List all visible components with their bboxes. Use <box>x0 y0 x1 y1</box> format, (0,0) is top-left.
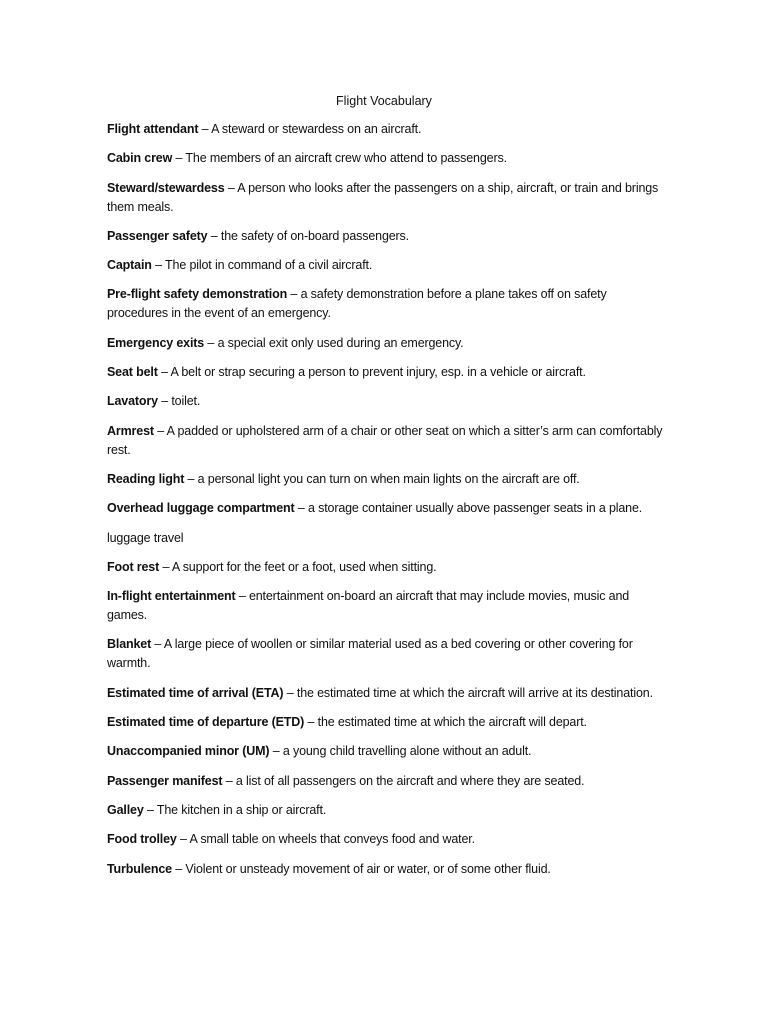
entry-term: Estimated time of departure (ETD) <box>107 715 305 730</box>
entry-separator: – <box>269 744 283 759</box>
entry-definition: the estimated time at which the aircraft will arrive at its destination. <box>296 685 653 700</box>
vocabulary-entry <box>107 363 667 382</box>
entry-term: Galley <box>107 802 144 817</box>
vocabulary-entry <box>107 587 667 625</box>
vocabulary-entry <box>107 179 667 217</box>
entry-term: Unaccompanied minor (UM) <box>107 744 270 759</box>
vocabulary-entry <box>107 227 667 246</box>
entry-separator: – <box>198 122 212 136</box>
entry-separator: – <box>143 802 157 817</box>
entry-separator: – <box>207 228 221 243</box>
vocabulary-entry <box>107 149 667 168</box>
entry-definition: The pilot in command of a civil aircraft. <box>165 258 373 273</box>
vocabulary-entry <box>107 713 667 732</box>
entry-definition: a list of all passengers on the aircraft and where they are seated. <box>235 773 585 788</box>
vocabulary-entry <box>107 470 667 489</box>
vocabulary-entry <box>107 499 667 518</box>
entry-separator: – <box>235 589 249 604</box>
vocabulary-entry <box>107 285 667 323</box>
entry-separator: – <box>159 559 172 574</box>
entry-definition: A person who looks after the passengers on a ship, aircraft, or train and brings them meals. <box>107 180 659 214</box>
entry-term: Estimated time of arrival (ETA) <box>107 685 284 700</box>
entry-definition: luggage travel <box>107 530 184 545</box>
entry-definition: A support for the feet or a foot, used when sitting. <box>171 559 437 574</box>
vocabulary-entry <box>107 830 667 849</box>
entry-separator: – <box>304 715 318 730</box>
vocabulary-entry <box>107 742 667 761</box>
entry-term: Seat belt <box>107 365 158 380</box>
entry-term: Reading light <box>107 471 185 486</box>
entry-separator: – <box>151 258 166 273</box>
entry-term: Lavatory <box>107 394 158 409</box>
vocabulary-entry <box>107 801 667 820</box>
entry-definition: a special exit only used during an emergency. <box>217 335 464 350</box>
entry-term: Steward/stewardess <box>107 180 225 195</box>
entry-definition: Violent or unsteady movement of air or water, or of some other fluid. <box>185 861 551 876</box>
entry-term: Foot rest <box>107 559 160 574</box>
vocabulary-entry <box>107 256 667 275</box>
entry-separator: – <box>204 335 218 350</box>
entry-separator: – <box>151 637 164 652</box>
vocabulary-entry <box>107 422 667 460</box>
vocabulary-entry <box>107 684 667 703</box>
entry-term: Captain <box>107 258 152 273</box>
entry-definition: a young child travelling alone without an adult. <box>282 744 532 759</box>
entry-term: In-flight entertainment <box>107 589 236 604</box>
entry-term: Flight attendant <box>107 122 199 136</box>
entry-definition: A steward or stewardess on an aircraft. <box>211 122 422 136</box>
entry-definition: A belt or strap securing a person to prevent injury, esp. in a vehicle or aircraft. <box>170 365 586 380</box>
entry-term: Armrest <box>107 423 154 438</box>
entry-term: Emergency exits <box>107 335 205 350</box>
entry-separator: – <box>153 423 167 438</box>
entry-separator: – <box>184 471 198 486</box>
entry-separator: – <box>172 151 186 166</box>
entry-term: Cabin crew <box>107 151 173 166</box>
entry-term: Pre-flight safety demonstration <box>107 287 288 302</box>
entry-separator: – <box>171 861 186 876</box>
entry-definition: A small table on wheels that conveys food and water. <box>189 832 475 847</box>
vocabulary-entry <box>107 334 667 353</box>
vocabulary-entry <box>107 635 667 673</box>
entry-definition: a personal light you can turn on when main lights on the aircraft are off. <box>197 471 580 486</box>
document-title: Flight Vocabulary <box>336 94 432 108</box>
entry-definition: a safety demonstration before a plane takes off on safety procedures in the event of an emergency. <box>107 287 607 321</box>
vocabulary-entry <box>107 558 667 577</box>
entry-separator: – <box>294 501 308 516</box>
entry-definition: A large piece of woollen or similar material used as a bed covering or other covering for warmth. <box>107 637 633 671</box>
entry-definition: a storage container usually above passenger seats in a plane. <box>307 501 643 516</box>
entry-definition: toilet. <box>171 394 201 409</box>
vocabulary-entry <box>107 120 667 139</box>
entry-term: Passenger safety <box>107 228 208 243</box>
entry-separator: – <box>176 832 190 847</box>
entry-definition: The members of an aircraft crew who attend to passengers. <box>185 151 507 166</box>
entry-definition: A padded or upholstered arm of a chair or other seat on which a sitter’s arm can comfortably rest. <box>107 423 663 457</box>
entry-separator: – <box>224 180 238 195</box>
entry-term: Blanket <box>107 637 152 652</box>
entry-term: Overhead luggage compartment <box>107 501 295 516</box>
entry-term: Food trolley <box>107 832 177 847</box>
vocabulary-entry <box>107 392 667 411</box>
vocabulary-entry <box>107 529 667 548</box>
vocabulary-entry <box>107 860 667 879</box>
vocabulary-entry <box>107 772 667 791</box>
entry-term: Turbulence <box>107 861 172 876</box>
entry-separator: – <box>283 685 297 700</box>
entry-separator: – <box>157 394 172 409</box>
entry-term: Passenger manifest <box>107 773 223 788</box>
entry-definition: the estimated time at which the aircraft will depart. <box>317 715 587 730</box>
entry-definition: The kitchen in a ship or aircraft. <box>156 802 327 817</box>
entry-definition: entertainment on-board an aircraft that may include movies, music and games. <box>107 589 630 623</box>
entry-separator: – <box>222 773 236 788</box>
entry-definition: the safety of on-board passengers. <box>220 228 409 243</box>
entry-separator: – <box>157 365 171 380</box>
entry-separator: – <box>287 287 301 302</box>
vocabulary-list <box>107 120 667 889</box>
